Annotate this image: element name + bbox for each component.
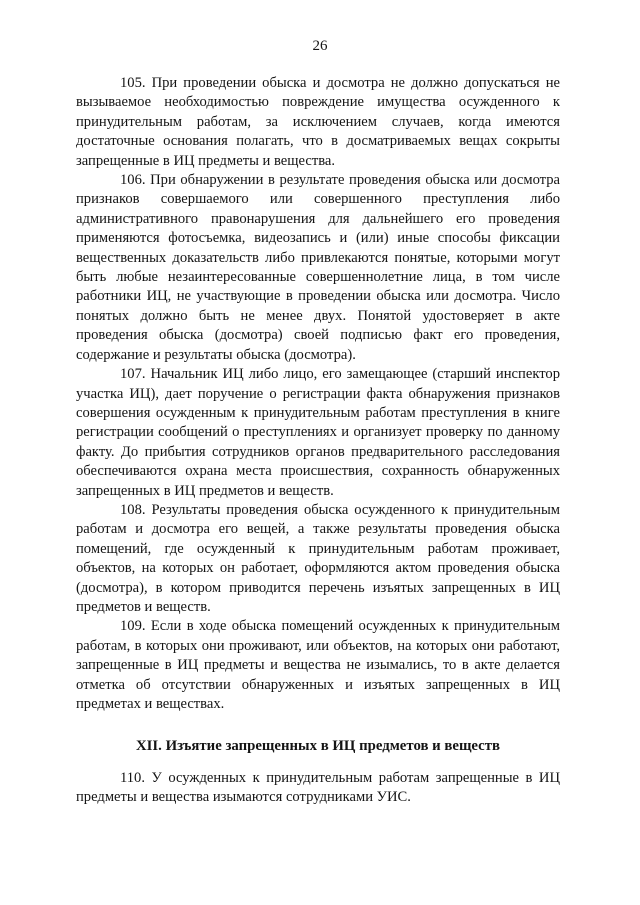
paragraph-105: 105. При проведении обыска и досмотра не должно допускаться не вызываемое необходимостью повреждение имущества осужденного к принудительным работам, за исключением случаев, когда имеются достаточные основания полагать, что в досматриваемых вещах сокрыты запрещенные в ИЦ предметы и вещества. <box>76 75 560 169</box>
paragraph-108: 108. Результаты проведения обыска осужденного к принудительным работам и досмотра его вещей, а также результаты проведения обыска помещений, где осужденный к принудительным работам проживает, объектов, на которых он работает, оформляются актом проведения обыска (досмотра), в котором приводится перечень изъятых запрещенных в ИЦ предметов и веществ. <box>76 501 560 615</box>
paragraph-106: 106. При обнаружении в результате проведения обыска или досмотра признаков совершаемого или совершенного преступления либо административного правонарушения для дальнейшего его проведения применяются фотосъемка, видеозапись и (или) иные способы фиксации вещественных доказательств либо привлекаются понятые, которыми могут быть любые незаинтересованные совершеннолетние лица, в том числе работники ИЦ, не участвующие в проведении обыска или досмотра. Число понятых должно быть не менее двух. Понятой удостоверяет в акте проведения обыска (досмотра) своей подписью факт его проведения, содержание и результаты обыска (досмотра). <box>76 172 560 363</box>
section-heading: XII. Изъятие запрещенных в ИЦ предметов и веществ <box>135 738 501 754</box>
section-body <box>76 769 560 808</box>
paragraph-107: 107. Начальник ИЦ либо лицо, его замещающее (старший инспектор участка ИЦ), дает поручение о регистрации факта обнаружения признаков совершения осужденным к принудительным работам преступления в книге регистрации сообщений о преступлениях и организует проверку по данному факту. До прибытия сотрудников органов предварительного расследования обеспечиваются охрана места происшествия, сохранность обнаруженных запрещенных в ИЦ предметов и веществ. <box>76 366 560 499</box>
paragraph-110: 110. У осужденных к принудительным работам запрещенные в ИЦ предметы и вещества изымаются сотрудниками УИС. <box>76 770 560 806</box>
page-number: 26 <box>312 38 328 54</box>
paragraph-109: 109. Если в ходе обыска помещений осужденных к принудительным работам, в которых они проживают, или объектов, на которых они работают, запрещенные в ИЦ предметы и вещества не изымались, то в акте делается отметка об отсутствии обнаруженных и изъятых запрещенных в ИЦ предметах и веществах. <box>76 618 560 712</box>
document-body <box>76 74 560 714</box>
